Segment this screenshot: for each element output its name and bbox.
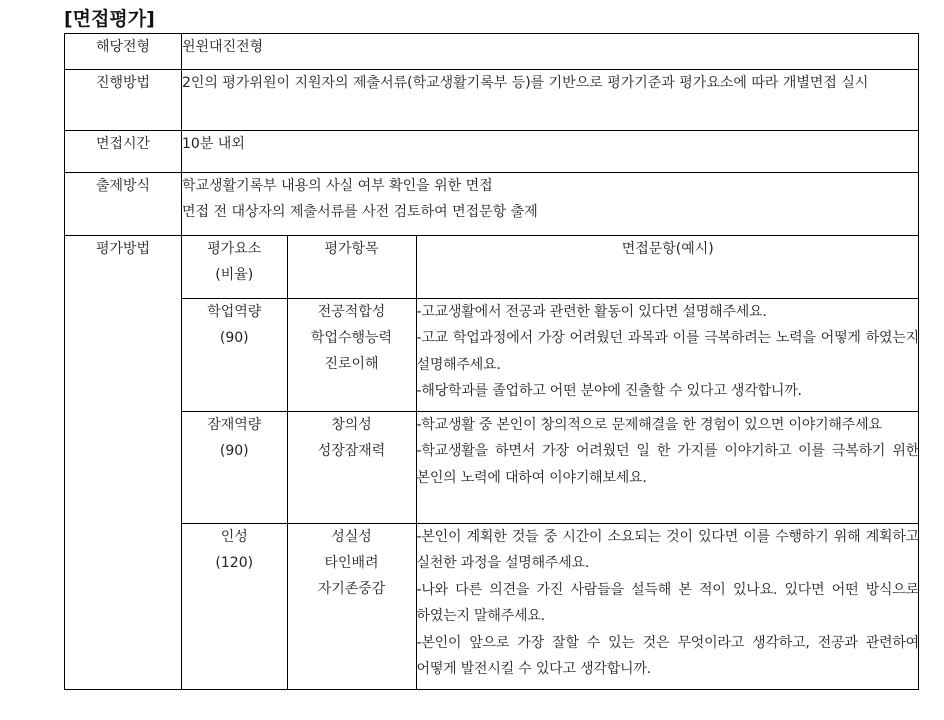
- interview-question: -학교생활을 하면서 가장 어려웠던 일 한 가지를 이야기하고 이를 극복하기 위한 본인의 노력에 대하여 이야기해보세요.: [416, 443, 919, 486]
- evaluation-item: 타인배려: [324, 554, 379, 571]
- questions-cell: [416, 411, 919, 523]
- interview-question: -학교생활 중 본인이 창의적으로 문제해결을 한 경험이 있으면 이야기해주세요: [416, 416, 882, 433]
- procedure-value: 2인의 평가위원이 지원자의 제출서류(학교생활기록부 등)를 기반으로 평가기준과 평가요소에 따라 개별면접 실시: [182, 70, 919, 131]
- criteria-row-academic: [182, 298, 919, 411]
- row-evaluation-method: [65, 236, 919, 690]
- interview-time-label: 면접시간: [65, 131, 182, 173]
- question-method-line: 면접 전 대상자의 제출서류를 사전 검토하여 면접문항 출제: [182, 204, 538, 220]
- questions-cell: [416, 523, 919, 689]
- evaluation-item: 전공적합성: [317, 303, 386, 320]
- header-questions: 면접문항(예시): [416, 236, 919, 298]
- question-method-line: 학교생활기록부 내용의 사실 여부 확인을 위한 면접: [182, 178, 493, 194]
- criteria-header-row: [182, 236, 919, 298]
- evaluation-item: 진로이해: [324, 355, 379, 372]
- criteria-row-potential: [182, 411, 919, 523]
- interview-question: -고교생활에서 전공과 관련한 활동이 있다면 설명해주세요.: [416, 303, 767, 320]
- document-title: [면접평가]: [64, 8, 155, 30]
- row-procedure: [65, 70, 919, 131]
- element-ratio: (90): [219, 329, 249, 346]
- interview-question: -본인이 계획한 것들 중 시간이 소요되는 것이 있다면 이를 수행하기 위해 계획하고 실천한 과정을 설명해주세요.: [416, 528, 919, 571]
- header-element: [182, 236, 287, 298]
- items-cell: [287, 298, 416, 411]
- interview-evaluation-table: [64, 33, 919, 690]
- row-question-method: [65, 173, 919, 236]
- criteria-row-personality: [182, 523, 919, 689]
- evaluation-item: 성실성: [331, 528, 372, 545]
- question-method-value: [182, 173, 919, 236]
- row-admission-type: [65, 34, 919, 70]
- element-name: 학업역량: [207, 303, 262, 320]
- interview-time-value: 10분 내외: [182, 131, 919, 173]
- element-cell: [182, 298, 287, 411]
- procedure-label: 진행방법: [65, 70, 182, 131]
- items-cell: [287, 523, 416, 689]
- evaluation-item: 자기존중감: [317, 580, 386, 597]
- interview-question: -본인이 앞으로 가장 잘할 수 있는 것은 무엇이라고 생각하고, 전공과 관련하여 어떻게 발전시킬 수 있다고 생각합니까.: [416, 634, 919, 677]
- header-ratio-label: (비율): [215, 267, 254, 283]
- element-cell: [182, 523, 287, 689]
- evaluation-method-cell: [182, 236, 919, 690]
- items-cell: [287, 411, 416, 523]
- interview-question: -나와 다른 의견을 가진 사람들을 설득해 본 적이 있나요. 있다면 어떤 방식으로 하였는지 말해주세요.: [416, 581, 919, 624]
- element-ratio: (90): [219, 442, 249, 459]
- header-items: 평가항목: [287, 236, 416, 298]
- questions-cell: [416, 298, 919, 411]
- question-method-label: 출제방식: [65, 173, 182, 236]
- evaluation-item: 창의성: [331, 416, 372, 433]
- row-interview-time: [65, 131, 919, 173]
- element-name: 인성: [220, 528, 248, 545]
- evaluation-method-label: 평가방법: [65, 236, 182, 690]
- evaluation-item: 성장잠재력: [317, 442, 386, 459]
- element-ratio: (120): [215, 554, 254, 571]
- admission-type-label: 해당전형: [65, 34, 182, 70]
- admission-type-value: 윈윈대진전형: [182, 34, 919, 70]
- interview-question: -해당학과를 졸업하고 어떤 분야에 진출할 수 있다고 생각합니까.: [416, 383, 802, 399]
- interview-question: -고교 학업과정에서 가장 어려웠던 과목과 이를 극복하려는 노력을 어떻게 하였는지 설명해주세요.: [416, 330, 919, 373]
- header-element-label: 평가요소: [207, 241, 262, 257]
- element-cell: [182, 411, 287, 523]
- element-name: 잠재역량: [207, 416, 262, 433]
- evaluation-item: 학업수행능력: [310, 329, 393, 346]
- evaluation-criteria-table: [182, 236, 919, 689]
